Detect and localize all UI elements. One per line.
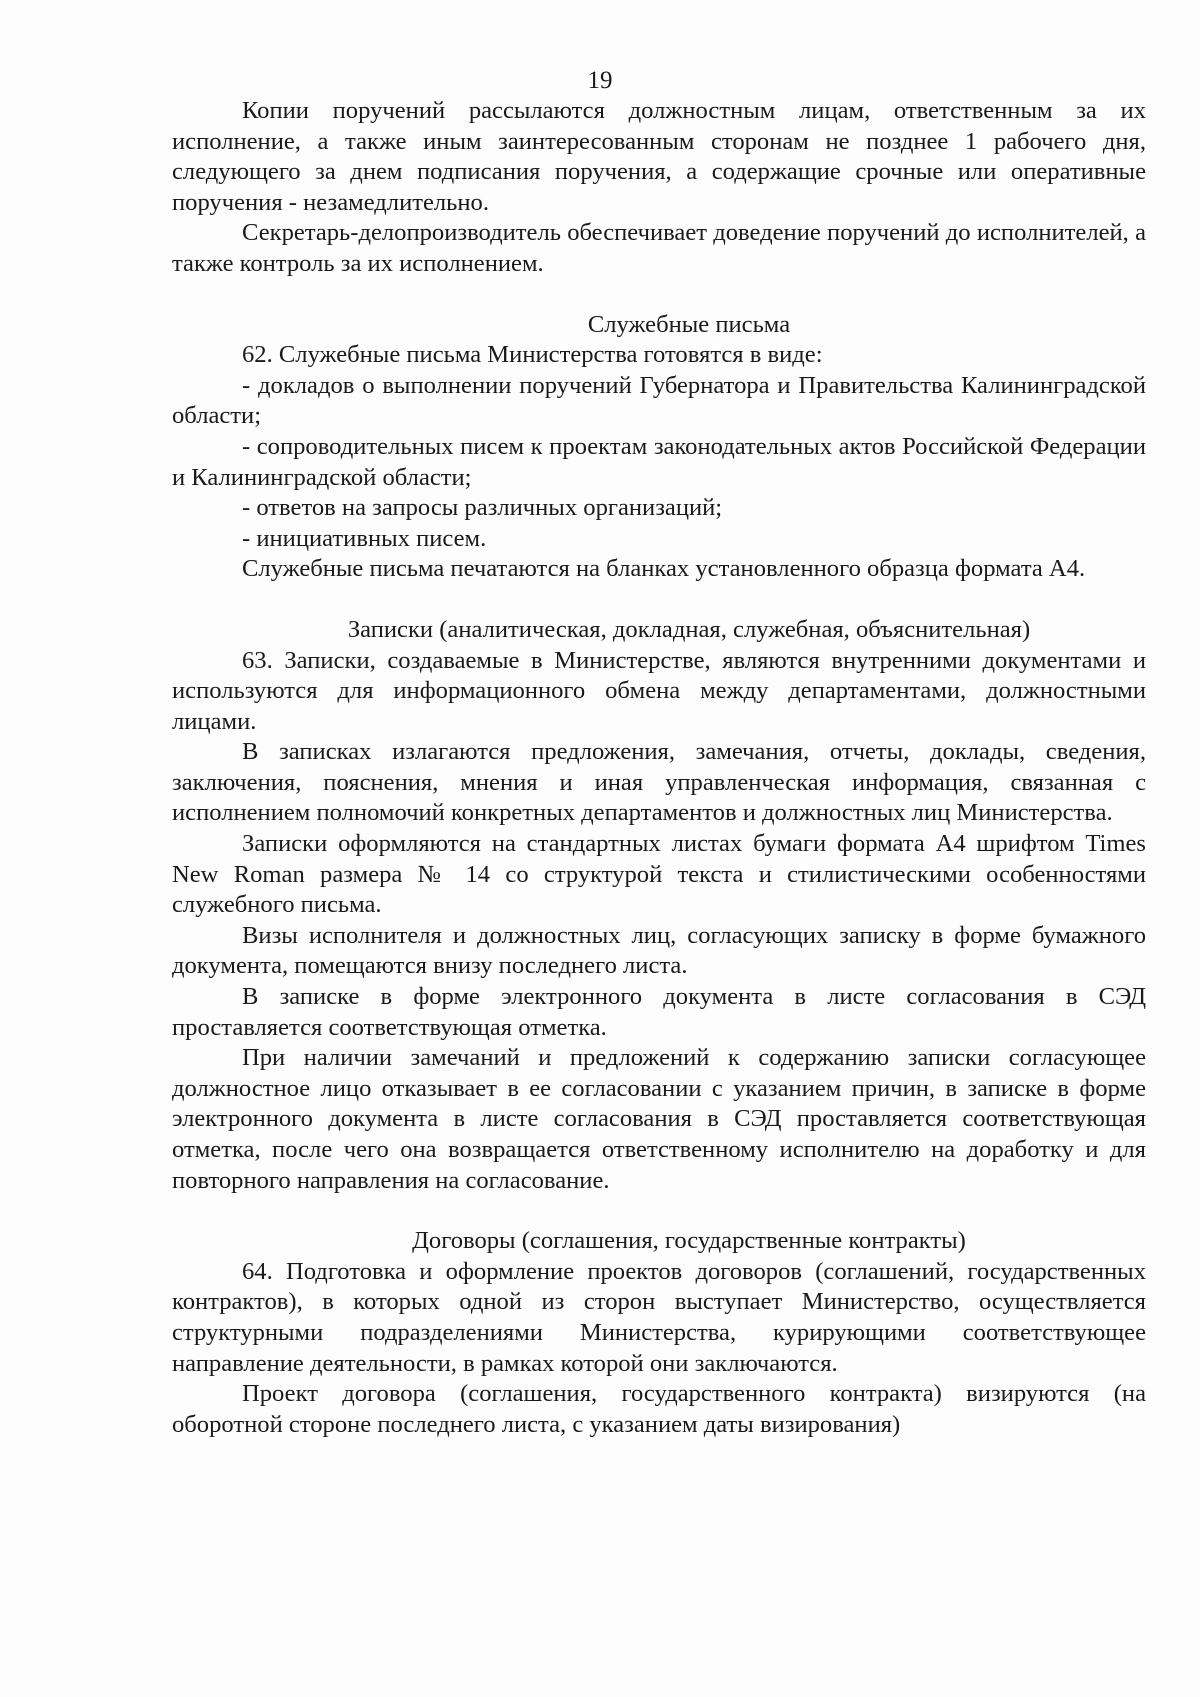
paragraph-letterhead: Служебные письма печатаются на бланках установленного образца формата А4. (242, 555, 1086, 583)
paragraph-62: 62. Служебные письма Министерства готовятся в виде: (242, 341, 823, 369)
list-item-cover-letters: - сопроводительных писем к проектам законодательных актов Российской Федерации и Калининградской области; (172, 432, 1146, 491)
paragraph-64: 64. Подготовка и оформление проектов договоров (соглашений, государственных контрактов), в которых одной из сторон выступает Министерство, осуществляется структурными подразделениями Министерства, курирующими соответствующее направление деятельности, в рамках которой они заключаются. (172, 1257, 1146, 1377)
paragraph-copies-distribution: Копии поручений рассылаются должностным лицам, ответственным за их исполнение, а также иным заинтересованным сторонам не позднее 1 рабочего дня, следующего за днем подписания поручения, а содержащие срочные или оперативные поручения - незамедлительно. (172, 97, 1146, 216)
section-heading-official-letters: Служебные письма (587, 310, 791, 338)
paragraph-63: 63. Записки, создаваемые в Министерстве, являются внутренними документами и используются для информационного обмена между департаментами, должностными лицами. (172, 646, 1146, 735)
paragraph-secretary: Секретарь-делопроизводитель обеспечивает доведение поручений до исполнителей, а также контроль за их исполнением. (172, 219, 1146, 277)
paragraph-memo-electronic: В записке в форме электронного документа в листе согласования в СЭД проставляется соответствующая отметка. (172, 983, 1146, 1041)
paragraph-memo-visas: Визы исполнителя и должностных лиц, согласующих записку в форме бумажного документа, помещаются внизу последнего листа. (172, 921, 1146, 980)
paragraph-memo-content: В записках излагаются предложения, замечания, отчеты, доклады, сведения, заключения, пояснения, мнения и иная управленческая информация, связанная с исполнением полномочий конкретных департаментов и должностных лиц Министерства. (172, 738, 1146, 827)
list-item-reports: - докладов о выполнении поручений Губернатора и Правительства Калининградской области; (172, 371, 1146, 430)
page-number: 19 (587, 67, 613, 94)
section-heading-memos: Записки (аналитическая, докладная, служебная, объяснительная) (347, 615, 1031, 643)
section-heading-contracts: Договоры (соглашения, государственные контракты) (412, 1227, 966, 1255)
paragraph-memo-remarks: При наличии замечаний и предложений к содержанию записки согласующее должностное лицо отказывает в ее согласовании с указанием причин, в записке в форме электронного документа в листе согласования в СЭД проставляется соответствующая отметка, после чего она возвращается ответственному исполнителю на доработку и для повторного направления на согласование. (172, 1044, 1146, 1194)
paragraph-contract-visas: Проект договора (соглашения, государственного контракта) визируются (на оборотной стороне последнего листа, с указанием даты визирования) (172, 1380, 1146, 1438)
list-item-initiative-letters: - инициативных писем. (242, 524, 487, 552)
paragraph-memo-format: Записки оформляются на стандартных листах бумаги формата А4 шрифтом Times New Roman размера № 14 со структурой текста и стилистическими особенностями служебного письма. (172, 830, 1146, 919)
list-item-responses: - ответов на запросы различных организаций; (242, 494, 723, 522)
document-body (172, 96, 1146, 1440)
